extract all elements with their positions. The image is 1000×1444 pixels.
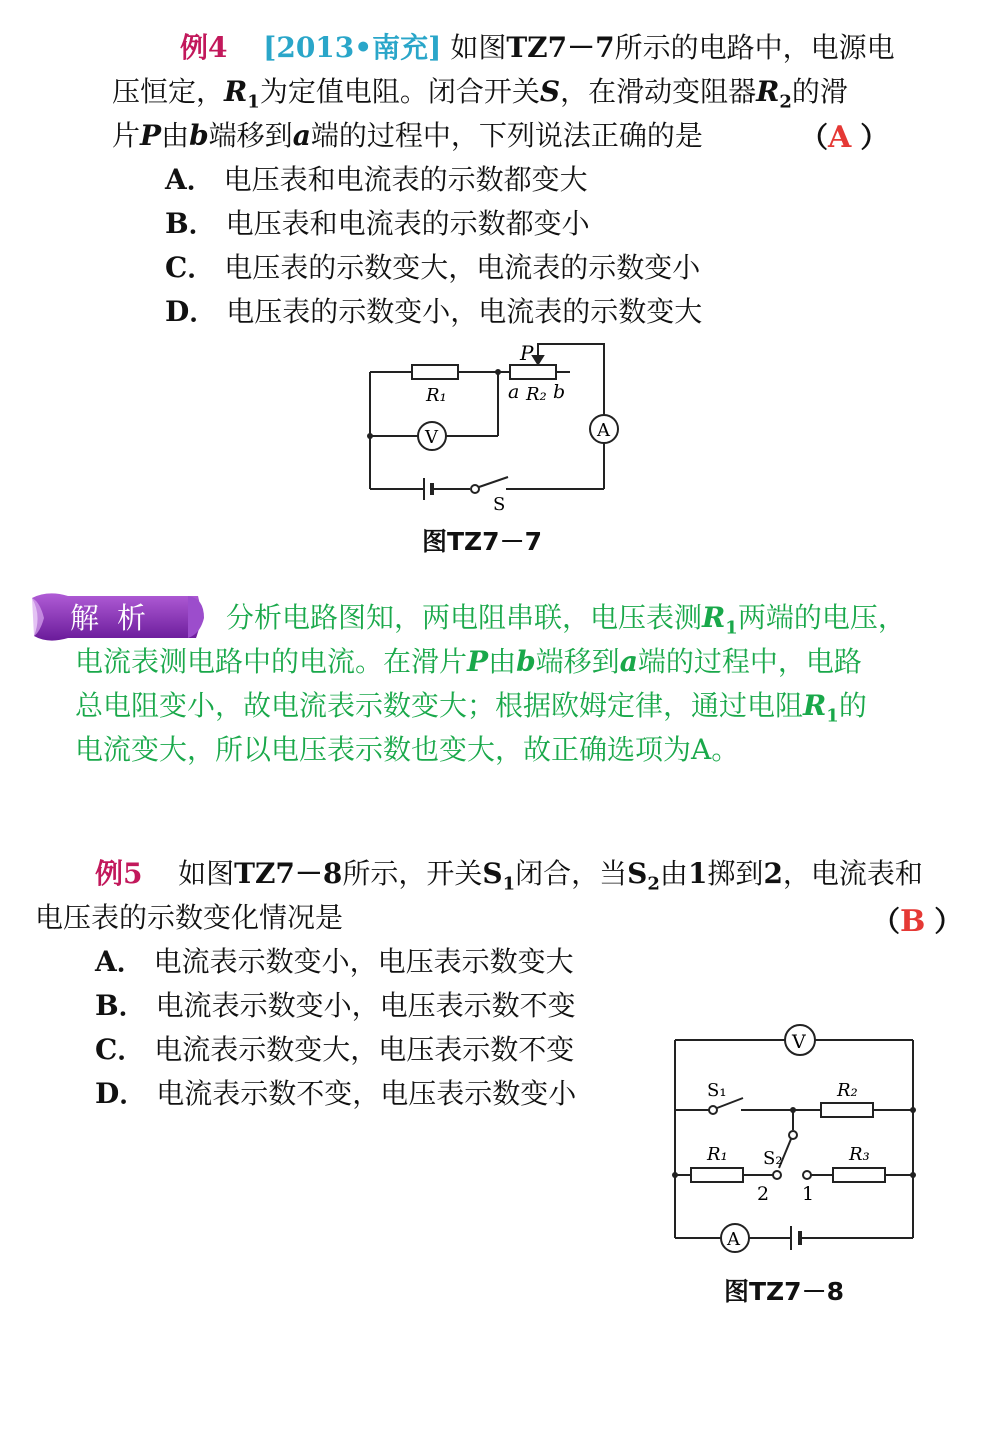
- q4-option-c-text: 电压表的示数变大，电流表的示数变小: [224, 251, 701, 284]
- analysis-l1b: 两端的电压，: [737, 601, 906, 634]
- label-r1: R₁: [707, 1144, 728, 1165]
- q5-option-c-key: C．: [95, 1033, 146, 1066]
- q5-stem-1a: 如图: [178, 857, 235, 890]
- analysis-l1-sub: 1: [725, 617, 738, 639]
- analysis-line-1: [226, 598, 906, 649]
- q4-stem-3c: 端移到: [208, 119, 293, 152]
- q5-stem-1f: 掷到: [707, 857, 764, 890]
- rheostat-r2: [510, 365, 556, 379]
- q4-r2: R: [756, 75, 780, 108]
- q4-answer-paren: [800, 118, 888, 158]
- q4-s: S: [539, 75, 561, 108]
- q4-option-c-key: C．: [165, 251, 216, 284]
- analysis-l1a: 分析电路图知，两电阻串联，电压表测: [226, 601, 703, 634]
- analysis-l2c: 端移到: [535, 645, 620, 678]
- analysis-l2d: 端的过程中，电路: [637, 645, 862, 678]
- circuit-diagram-tz7-7: [360, 338, 620, 518]
- q5-stem-line-2: [35, 898, 343, 938]
- label-s1: S₁: [707, 1080, 727, 1101]
- voltmeter-label: V: [425, 427, 438, 448]
- resistor-r3: [833, 1168, 885, 1182]
- q4-stem-3b: 由: [161, 119, 190, 152]
- q4-option-a-text: 电压表和电流表的示数都变大: [223, 163, 588, 196]
- q5-option-c-text: 电流表示数变大，电压表示数不变: [154, 1033, 575, 1066]
- label-pos-2: 2: [757, 1183, 770, 1205]
- analysis-l2-p: P: [467, 645, 489, 678]
- q4-figure-ref: TZ7－7: [506, 31, 615, 64]
- q5-option-a[interactable]: [95, 942, 574, 982]
- ammeter-label: A: [597, 420, 610, 441]
- q4-a: a: [292, 119, 311, 152]
- resistor-r1: [412, 365, 458, 379]
- q4-stem-2d: 的滑: [791, 75, 848, 108]
- q5-stem-2: 电压表的示数变化情况是: [35, 901, 344, 934]
- label-r2: R₂: [526, 384, 547, 405]
- label-r3: R₃: [849, 1144, 870, 1165]
- q5-option-a-key: A．: [95, 945, 145, 978]
- label-a: a: [508, 381, 520, 403]
- q5-stem-1g: ，电流表和: [782, 857, 923, 890]
- q5-n1: 1: [687, 857, 708, 890]
- q4-tag: 例4: [180, 31, 228, 64]
- q5-paren-close: ）: [934, 905, 963, 938]
- q4-paren-open: （: [800, 121, 829, 154]
- analysis-l2b: 由: [488, 645, 517, 678]
- q4-stem-line-2: [112, 72, 848, 123]
- q4-figure-caption: 图TZ7－7: [422, 527, 542, 556]
- q5-stem-1d: 闭合，当: [515, 857, 628, 890]
- analysis-l2a: 电流表测电路中的电流。在滑片: [75, 645, 468, 678]
- q5-option-b-text: 电流表示数变小，电压表示数不变: [155, 989, 576, 1022]
- q4-stem-2b: 为定值电阻。闭合开关: [259, 75, 540, 108]
- analysis-l2-a: a: [619, 645, 638, 678]
- q4-stem-1c: 所示的电路中，电源电: [614, 31, 895, 64]
- analysis-line-3: [75, 686, 867, 737]
- label-pos-1: 1: [802, 1183, 815, 1205]
- q4-option-d-key: D．: [165, 295, 218, 328]
- q5-s1-sub: 1: [502, 873, 516, 895]
- q4-stem-2a: 压恒定，: [112, 75, 225, 108]
- analysis-line-4: [75, 730, 739, 770]
- q4-paren-close: ）: [860, 121, 889, 154]
- q5-s1: S: [482, 857, 503, 890]
- label-b: b: [553, 381, 566, 403]
- q5-s2: S: [627, 857, 648, 890]
- q5-stem-1c: 所示，开关: [342, 857, 483, 890]
- q5-figure-ref: TZ7－8: [234, 857, 343, 890]
- q4-option-a-key: A．: [165, 163, 215, 196]
- q5-option-b-key: B．: [95, 989, 147, 1022]
- q4-option-d[interactable]: [165, 292, 702, 332]
- analysis-l1-r: R: [702, 601, 726, 634]
- q4-stem-line-3: [112, 116, 703, 156]
- switch-s: [479, 477, 508, 487]
- q4-stem-2c: ，在滑动变阻器: [560, 75, 757, 108]
- q4-b: b: [189, 119, 209, 152]
- q4-option-b[interactable]: [165, 204, 590, 244]
- q5-option-a-text: 电流表示数变小，电压表示数变大: [153, 945, 574, 978]
- q4-r1: R: [224, 75, 248, 108]
- label-r2: R₂: [837, 1080, 858, 1101]
- q4-option-d-text: 电压表的示数变小，电流表的示数变大: [226, 295, 703, 328]
- q5-option-c[interactable]: [95, 1030, 574, 1070]
- q4-r2-sub: 2: [779, 91, 792, 113]
- q5-stem-1e: 由: [659, 857, 688, 890]
- label-p: P: [520, 341, 534, 365]
- voltmeter-label: V: [792, 1031, 806, 1053]
- circuit-diagram-tz7-8: [665, 1018, 925, 1260]
- analysis-l3a: 总电阻变小，故电流表示数变大；根据欧姆定律，通过电阻: [75, 689, 804, 722]
- q4-option-b-text: 电压表和电流表的示数都变小: [225, 207, 590, 240]
- q5-tag: 例5: [95, 857, 143, 890]
- analysis-l3-sub: 1: [826, 705, 839, 727]
- q4-answer: A: [828, 120, 852, 155]
- resistor-r1: [691, 1168, 743, 1182]
- q4-stem-3d: 端的过程中，下列说法正确的是: [310, 119, 703, 152]
- analysis-l2-b: b: [516, 645, 536, 678]
- resistor-r2: [821, 1103, 873, 1117]
- q4-stem-line-1: [180, 28, 895, 68]
- analysis-l4: 电流变大，所以电压表示数也变大，故正确选项为A。: [75, 733, 740, 766]
- q5-option-b[interactable]: [95, 986, 576, 1026]
- q5-option-d[interactable]: [95, 1074, 576, 1114]
- analysis-l3b: 的: [838, 689, 867, 722]
- analysis-line-2: [75, 642, 862, 682]
- analysis-banner-label: 解析: [70, 601, 165, 635]
- q4-stem-1a: 如图: [450, 31, 507, 64]
- label-s2: S₂: [763, 1148, 783, 1169]
- q5-option-d-key: D．: [95, 1077, 148, 1110]
- q5-stem-line-1: [95, 854, 923, 905]
- q4-r1-sub: 1: [247, 91, 260, 113]
- q5-figure-caption: 图TZ7－8: [724, 1277, 844, 1306]
- q4-p: P: [140, 119, 162, 152]
- label-r1: R₁: [426, 385, 447, 406]
- ammeter-label: A: [727, 1229, 740, 1250]
- q5-option-d-text: 电流表示数不变，电压表示数变小: [156, 1077, 577, 1110]
- q4-option-a[interactable]: [165, 160, 588, 200]
- q5-paren-open: （: [872, 905, 901, 938]
- analysis-l3-r: R: [803, 689, 827, 722]
- q4-source: [2013•南充]: [263, 31, 442, 64]
- q4-option-b-key: B．: [165, 207, 217, 240]
- q5-answer-paren: [872, 902, 962, 942]
- switch-label: S: [493, 494, 506, 515]
- q4-option-c[interactable]: [165, 248, 700, 288]
- q5-s2-sub: 2: [647, 873, 660, 895]
- q5-n2: 2: [763, 857, 783, 890]
- q5-answer: B: [900, 904, 926, 939]
- q4-stem-3a: 片: [112, 119, 141, 152]
